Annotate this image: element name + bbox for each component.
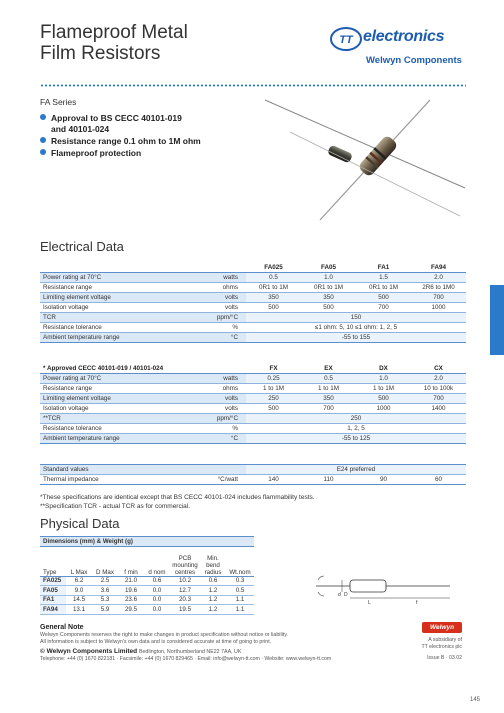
table-row: Standard values E24 preferred <box>40 465 466 475</box>
subsidiary-note: A subsidiary of TT electronics plc <box>421 637 462 650</box>
company-address: Bedlington, Northumberland NE22 7AA, UK <box>138 649 242 655</box>
table-row: Thermal impedance °C/watt 140 110 90 60 <box>40 475 466 485</box>
column-header: EX <box>301 364 356 374</box>
column-header: FA025 <box>246 263 301 273</box>
dimension-drawing <box>312 566 454 606</box>
footnote: *These specifications are identical except that BS CECC 40101-024 includes flammability tests. <box>40 494 315 501</box>
table-row: Ambient temperature range °C -55 to 155 <box>40 333 466 343</box>
page-title <box>40 22 188 64</box>
table-row: Limiting element voltage volts 250 350 500 700 <box>40 394 466 404</box>
dimensions-table <box>40 536 254 615</box>
label-f: f <box>416 600 418 606</box>
table-row: Ambient temperature range °C -55 to 125 <box>40 434 466 444</box>
column-header: FX <box>246 364 301 374</box>
tt-badge-icon <box>330 26 362 52</box>
tt-electronics-logo <box>330 26 466 70</box>
resistor-photo <box>260 92 470 222</box>
electrical-table-general <box>40 464 466 485</box>
page-number: 145 <box>470 697 481 703</box>
table-row: Resistance range ohms 1 to 1M 1 to 1M 1 to 1M 10 to 100k <box>40 384 466 394</box>
electrical-data-heading: Electrical Data <box>40 239 124 254</box>
title-line-2: Film Resistors <box>40 43 161 64</box>
feature-item: Approval to BS CECC 40101-019 <box>40 113 201 124</box>
company-line <box>40 648 241 655</box>
table-header-row <box>40 263 466 273</box>
table-row: FA94 13.1 5.9 29.5 0.0 19.5 1.2 1.1 <box>40 605 254 615</box>
bullet-icon <box>40 114 46 120</box>
table-row: Isolation voltage volts 500 700 1000 1400 <box>40 404 466 414</box>
table-caption: Dimensions (mm) & Weight (g) <box>40 537 254 547</box>
table-row: Resistance tolerance % 1, 2, 5 <box>40 424 466 434</box>
contact-details: Telephone: +44 (0) 1670 822181 · Facsimile: +44 (0) 1670 829465 · Email: info@welwyn-tt.com · Website: www.welwyn-tt.com <box>40 656 332 662</box>
column-header: CX <box>411 364 466 374</box>
bullet-icon <box>40 137 46 143</box>
table-header-row: Type L Max D Max f min d nom PCB mounting centres Min. bend radius Wt.nom <box>40 546 254 576</box>
table-row: TCR ppm/°C 150 <box>40 313 466 323</box>
company-name: © Welwyn Components Limited <box>40 648 138 655</box>
issue-label: Issue B · 03.02 <box>427 655 462 661</box>
general-note-heading: General Note <box>40 624 84 631</box>
label-D: D <box>344 592 348 598</box>
electrical-table-fa <box>40 263 466 343</box>
feature-item: and 40101-024 <box>51 123 110 134</box>
feature-list <box>40 113 201 160</box>
table-row: Isolation voltage volts 500 500 700 1000 <box>40 303 466 313</box>
title-line-1: Flameproof Metal <box>40 22 188 43</box>
column-header: DX <box>356 364 411 374</box>
physical-data-heading: Physical Data <box>40 516 120 531</box>
logo-badge-text: TT <box>339 34 353 46</box>
table-caption-row <box>40 537 254 547</box>
welwyn-logo: Welwyn <box>422 622 462 633</box>
feature-item: Flameproof protection <box>40 148 201 159</box>
label-L: L <box>368 600 371 606</box>
table-row: FA1 14.5 5.3 23.6 0.0 20.3 1.2 1.1 <box>40 595 254 605</box>
column-header: FA05 <box>301 263 356 273</box>
column-header: FA94 <box>411 263 466 273</box>
table-row: Power rating at 70°C watts 0.5 1.0 1.5 2.0 <box>40 273 466 283</box>
table-row: Resistance tolerance % ≤1 ohm: 5, 10 ≤1 ohm: 1, 2, 5 <box>40 323 466 333</box>
section-tab <box>490 285 504 355</box>
footnote: **Specification TCR - actual TCR as for commercial. <box>40 503 191 510</box>
footnotes <box>40 493 315 511</box>
electrical-table-cecc <box>40 364 466 444</box>
dotted-divider <box>40 84 466 87</box>
table-row: FA025 6.2 2.5 21.0 0.6 10.2 0.6 0.3 <box>40 576 254 586</box>
table-row: Limiting element voltage volts 350 350 500 700 <box>40 293 466 303</box>
table-header-row <box>40 364 466 374</box>
column-header: FA1 <box>356 263 411 273</box>
series-name: FA Series <box>40 97 77 107</box>
table-row: Power rating at 70°C watts 0.25 0.5 1.0 2.0 <box>40 374 466 384</box>
general-note-text: Welwyn Components reserves the right to make changes in product specification without notice or liability. All information is subject to Welwyn's own data and is considered accurate at time of going to print. <box>40 632 288 645</box>
feature-item: Resistance range 0.1 ohm to 1M ohm <box>40 136 201 147</box>
table-row: **TCR ppm/°C 250 <box>40 414 466 424</box>
table-caption: * Approved CECC 40101-019 / 40101-024 <box>40 364 246 374</box>
logo-subtitle: Welwyn Components <box>366 55 462 66</box>
label-d: d <box>338 592 341 598</box>
table-row: Resistance range ohms 0R1 to 1M 0R1 to 1M 0R1 to 1M 2R6 to 1M0 <box>40 283 466 293</box>
bullet-icon <box>40 149 46 155</box>
table-row: FA05 9.0 3.6 19.6 0.0 12.7 1.2 0.5 <box>40 586 254 596</box>
logo-wordmark: electronics <box>363 28 445 45</box>
